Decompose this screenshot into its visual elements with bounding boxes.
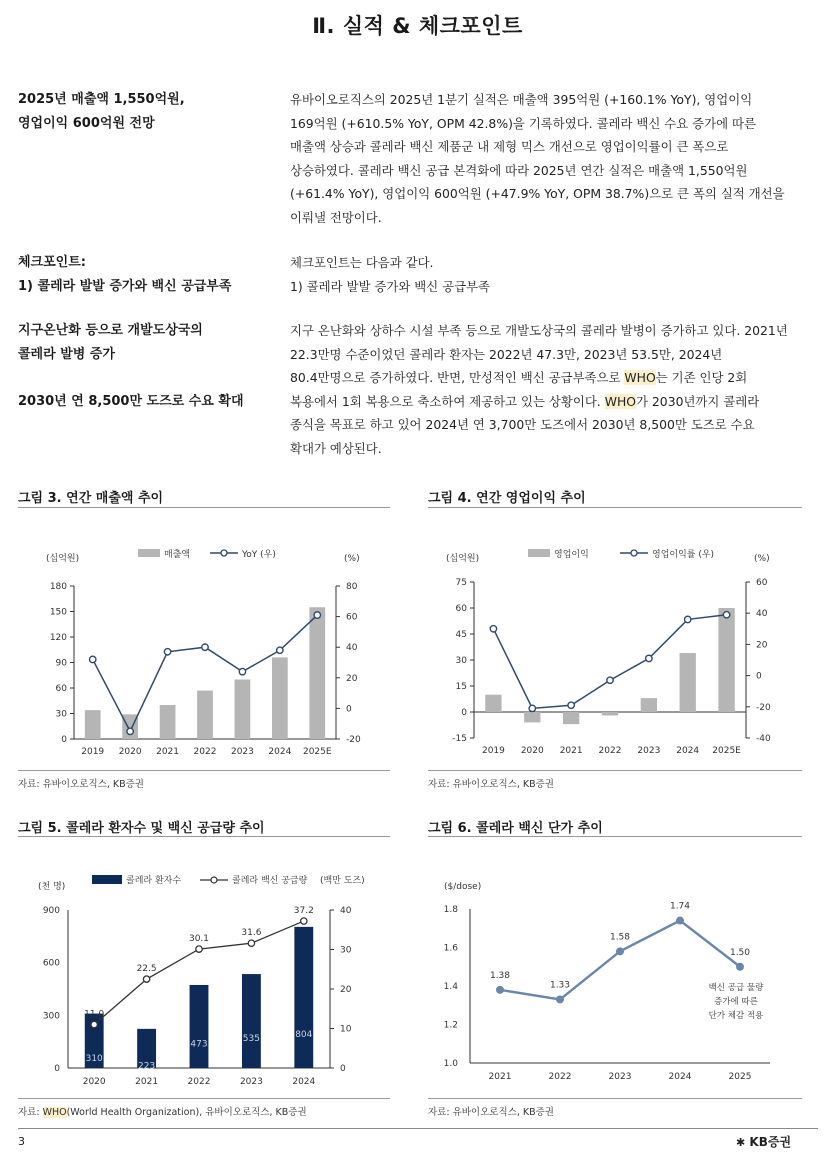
section2-label-line: 체크포인트: — [18, 255, 86, 270]
x-tick-label: 2022 — [548, 1072, 572, 1082]
x-tick-label: 2022 — [193, 747, 217, 757]
left-axis-unit: (십억원) — [46, 554, 80, 564]
fig4-source: 자료: 유바이오로직스, KB증권 — [428, 779, 554, 790]
left-axis-unit: (십억원) — [446, 554, 480, 564]
legend-line-marker — [211, 877, 217, 883]
right-tick-label: 60 — [346, 612, 358, 623]
fig4-bottom-rule — [428, 770, 802, 771]
line-point — [202, 644, 208, 650]
fig5-rule — [18, 836, 390, 837]
bar-data-label: 223 — [138, 1061, 156, 1072]
legend-line-label: 영업이익률 (우) — [652, 550, 715, 560]
body-line: 이뤄낼 전망이다. — [290, 209, 382, 225]
line-point — [607, 677, 613, 683]
y-tick-label: 1.6 — [443, 943, 458, 954]
body-line: 유바이오로직스의 2025년 1분기 실적은 매출액 395억원 (+160.1% YoY), 영업이익 — [290, 92, 753, 107]
bar — [524, 712, 540, 722]
line-point — [196, 946, 202, 952]
bar — [85, 710, 101, 739]
body-line: 지구 온난화와 상하수 시설 부족 등으로 개발도상국의 콜레라 발병이 증가하고 있다. 2021년 — [290, 323, 788, 338]
fig3-source: 자료: 유바이오로직스, KB증권 — [18, 779, 144, 790]
y-tick-label: 1.4 — [443, 982, 458, 992]
bar — [563, 712, 579, 724]
body-line: 1) 콜레라 발발 증가와 백신 공급부족 — [290, 278, 490, 294]
x-tick-label: 2023 — [637, 746, 661, 756]
page-number: 3 — [18, 1135, 25, 1148]
x-tick-label: 2020 — [118, 747, 142, 757]
left-tick-label: 15 — [455, 682, 467, 692]
left-tick-label: 180 — [49, 582, 67, 592]
left-tick-label: 75 — [455, 578, 467, 588]
fig4-chart — [428, 540, 802, 765]
bar — [242, 974, 261, 1068]
line-point — [301, 918, 307, 924]
bar — [718, 608, 734, 712]
who-highlight: WHO — [42, 1107, 67, 1118]
line-data-label: 31.6 — [241, 928, 262, 939]
fig5-title: 그림 5. 콜레라 환자수 및 백신 공급량 추이 — [18, 821, 265, 836]
annotation-text: 단가 체감 적용 — [708, 1011, 764, 1021]
line-point — [676, 917, 684, 925]
legend-line-marker — [221, 550, 227, 556]
legend-line-marker — [631, 550, 637, 556]
left-tick-label: 30 — [455, 656, 467, 666]
x-tick-label: 2021 — [135, 1077, 159, 1087]
line-point — [616, 947, 624, 955]
line-point — [277, 647, 283, 653]
x-tick-label: 2022 — [598, 746, 622, 756]
line-data-label: 1.33 — [549, 980, 571, 991]
x-tick-label: 2021 — [559, 746, 583, 756]
left-tick-label: 0 — [54, 1064, 60, 1074]
legend-bar-label: 영업이익 — [554, 550, 589, 560]
fig6-source: 자료: 유바이오로직스, KB증권 — [428, 1107, 554, 1118]
bar — [160, 705, 176, 739]
legend-bar-label: 콜레라 환자수 — [126, 876, 182, 886]
x-tick-label: 2023 — [608, 1072, 632, 1082]
bar-data-label: 804 — [295, 1029, 313, 1040]
right-tick-label: -20 — [346, 735, 361, 745]
x-tick-label: 2024 — [268, 747, 292, 757]
fig6-chart — [428, 865, 802, 1095]
bar — [190, 985, 209, 1068]
line-point — [314, 612, 320, 618]
left-tick-label: 300 — [42, 1011, 60, 1022]
fig6-title: 그림 6. 콜레라 백신 단가 추이 — [428, 821, 603, 836]
footer-rule — [18, 1128, 818, 1129]
section3-body — [290, 319, 825, 461]
y-tick-label: 1.8 — [443, 905, 458, 915]
annotation-text: 증가에 따른 — [714, 997, 758, 1007]
x-tick-label: 2024 — [668, 1072, 692, 1082]
line-data-label: 22.5 — [136, 964, 157, 975]
body-line: 종식을 목표로 하고 있어 2024년 연 3,700만 도즈에서 2030년 8,500만 도즈로 수요 — [290, 417, 755, 433]
line-point — [568, 702, 574, 708]
x-tick-label: 2021 — [156, 747, 180, 757]
section3-label-a — [18, 319, 203, 367]
right-tick-label: 80 — [346, 582, 358, 592]
annotation-text: 백신 공급 물량 — [708, 983, 764, 993]
legend-line-label: 콜레라 백신 공급량 — [232, 876, 308, 886]
left-tick-label: 60 — [455, 604, 467, 614]
fig3-bottom-rule — [18, 770, 390, 771]
legend-bar-swatch — [528, 549, 550, 557]
line-data-label: 30.1 — [188, 934, 210, 945]
line-point — [496, 986, 504, 994]
x-tick-label: 2024 — [292, 1077, 316, 1087]
right-tick-label: 40 — [346, 643, 358, 654]
line-data-label: 1.50 — [729, 947, 751, 958]
x-tick-label: 2020 — [82, 1077, 106, 1087]
line-data-label: 1.58 — [609, 932, 631, 943]
x-tick-label: 2022 — [187, 1077, 211, 1087]
left-tick-label: 900 — [42, 906, 60, 916]
right-axis-unit: (%) — [344, 554, 360, 564]
x-tick-label: 2019 — [481, 746, 505, 756]
body-line: 22.3만명 수준이었던 콜레라 환자는 2022년 47.3만, 2023년 53.5만, 2024년 — [290, 346, 723, 362]
fig4-rule — [428, 507, 802, 508]
line-point — [91, 1021, 97, 1027]
line-point — [723, 612, 729, 618]
left-tick-label: 60 — [55, 684, 67, 694]
fig5-bottom-rule — [18, 1098, 390, 1099]
left-tick-label: 150 — [49, 607, 67, 618]
right-tick-label: 40 — [756, 609, 768, 620]
x-tick-label: 2021 — [488, 1072, 512, 1082]
section2-body — [290, 251, 820, 298]
right-tick-label: 20 — [340, 985, 352, 995]
legend-bar-swatch — [138, 549, 160, 557]
bar — [309, 607, 325, 739]
section1-label — [18, 88, 185, 136]
x-tick-label: 2019 — [81, 747, 105, 757]
line-point — [143, 976, 149, 982]
body-line: 80.4만명으로 증가하였다. 반면, 만성적인 백신 공급부족으로 WHO는 기존 인당 2회 — [290, 370, 748, 386]
bar — [235, 680, 251, 740]
right-tick-label: 0 — [346, 704, 352, 715]
left-tick-label: 120 — [49, 633, 67, 643]
x-tick-label: 2024 — [676, 746, 700, 756]
fig3-rule — [18, 507, 390, 508]
line-point — [556, 995, 564, 1003]
line-data-label: 1.38 — [489, 970, 511, 981]
right-axis-unit: (백만 도즈) — [320, 876, 365, 886]
line-point — [529, 705, 535, 711]
line-point — [127, 728, 133, 734]
fig3-chart — [18, 540, 390, 765]
y-tick-label: 1.0 — [443, 1059, 458, 1069]
right-tick-label: 20 — [756, 640, 768, 651]
right-tick-label: 0 — [340, 1064, 346, 1074]
left-tick-label: -15 — [452, 734, 467, 744]
legend-bar-swatch — [92, 875, 122, 884]
line-point — [90, 656, 96, 662]
fig6-rule — [428, 836, 802, 837]
body-line: 복용에서 1회 복용으로 축소하여 제공하고 있는 상황이다. WHO가 2030년까지 콜레라 — [290, 393, 760, 409]
legend-bar-label: 매출액 — [164, 550, 191, 560]
legend-line-label: YoY (우) — [242, 550, 276, 560]
right-tick-label: 20 — [346, 673, 358, 684]
right-tick-label: -20 — [756, 702, 771, 713]
fig5-source: 자료: WHO(World Health Organization), 유바이오로직스, KB증권 — [18, 1107, 307, 1118]
line-point — [646, 655, 652, 661]
line-point — [248, 940, 254, 946]
fig4-title: 그림 4. 연간 영업이익 추이 — [428, 491, 586, 506]
body-line: 체크포인트는 다음과 같다. — [290, 255, 434, 270]
bar — [485, 695, 501, 712]
fig6-bottom-rule — [428, 1098, 802, 1099]
left-tick-label: 90 — [55, 658, 67, 669]
line-point — [490, 626, 496, 632]
bar — [641, 698, 657, 712]
bar-data-label: 310 — [85, 1053, 103, 1064]
bar — [602, 712, 618, 715]
left-tick-label: 0 — [461, 708, 467, 718]
right-tick-label: 0 — [756, 671, 762, 682]
section2-label-line: 1) 콜레라 발발 증가와 백신 공급부족 — [18, 279, 232, 294]
axis-unit: ($/dose) — [444, 882, 482, 892]
x-tick-label: 2025E — [712, 746, 741, 756]
section3-label-line: 지구온난화 등으로 개발도상국의 — [18, 323, 203, 338]
body-line: 상승하였다. 콜레라 백신 공급 본격화에 따라 2025년 연간 실적은 매출액 1,550억원 — [290, 162, 748, 178]
y-tick-label: 1.2 — [443, 1020, 458, 1031]
line-point — [239, 668, 245, 674]
section1-label-line: 영업이익 600억원 전망 — [18, 116, 155, 131]
body-line: 매출액 상승과 콜레라 백신 제품군 내 제형 믹스 개선으로 영업이익률이 큰 폭으로 — [290, 139, 729, 155]
right-tick-label: -40 — [756, 734, 771, 744]
left-tick-label: 600 — [42, 958, 60, 969]
bar — [294, 927, 313, 1068]
fig3-title: 그림 3. 연간 매출액 추이 — [18, 491, 164, 506]
body-line: (+61.4% YoY), 영업이익 600억원 (+47.9% YoY, OPM 38.7%)으로 큰 폭의 실적 개선을 — [290, 186, 785, 202]
body-line: 169억원 (+610.5% YoY, OPM 42.8%)을 기록하였다. 콜레라 백신 수요 증가에 따른 — [290, 115, 756, 131]
right-tick-label: 10 — [340, 1024, 352, 1035]
line-data-label: 11.0 — [84, 1009, 105, 1020]
line-point — [164, 649, 170, 655]
line-point — [685, 616, 691, 622]
line-point — [736, 963, 744, 971]
left-tick-label: 0 — [61, 735, 67, 745]
left-tick-label: 45 — [455, 630, 467, 640]
fig5-chart — [18, 865, 390, 1095]
x-tick-label: 2023 — [239, 1077, 263, 1087]
left-axis-unit: (천 명) — [38, 882, 66, 892]
left-tick-label: 30 — [55, 709, 67, 720]
brand-logo: ✱ KB증권 — [736, 1135, 792, 1149]
bar-data-label: 535 — [242, 1034, 260, 1045]
section1-body — [290, 88, 820, 230]
x-tick-label: 2025 — [728, 1072, 752, 1082]
right-tick-label: 40 — [340, 906, 352, 916]
x-tick-label: 2020 — [520, 746, 544, 756]
who-highlight: WHO — [604, 393, 637, 409]
line-data-label: 1.74 — [669, 901, 691, 912]
kb-star-icon: ✱ — [736, 1136, 746, 1149]
bar — [680, 653, 696, 712]
bar — [272, 657, 288, 739]
right-axis-unit: (%) — [754, 554, 770, 564]
section3-label-b: 2030년 연 8,500만 도즈로 수요 확대 — [18, 394, 244, 409]
bar-data-label: 473 — [190, 1039, 208, 1050]
right-tick-label: 30 — [340, 945, 352, 956]
body-line: 확대가 예상된다. — [290, 440, 382, 456]
section2-label — [18, 251, 231, 299]
line-data-label: 37.2 — [293, 906, 314, 917]
x-tick-label: 2023 — [230, 747, 254, 757]
right-tick-label: 60 — [756, 578, 768, 588]
x-tick-label: 2025E — [302, 747, 332, 757]
section3-label-line: 콜레라 발병 증가 — [18, 347, 115, 362]
section1-label-line: 2025년 매출액 1,550억원, — [18, 92, 185, 107]
bar — [197, 691, 213, 739]
page-title: Ⅱ. 실적 & 체크포인트 — [312, 14, 523, 38]
who-highlight: WHO — [624, 370, 656, 386]
